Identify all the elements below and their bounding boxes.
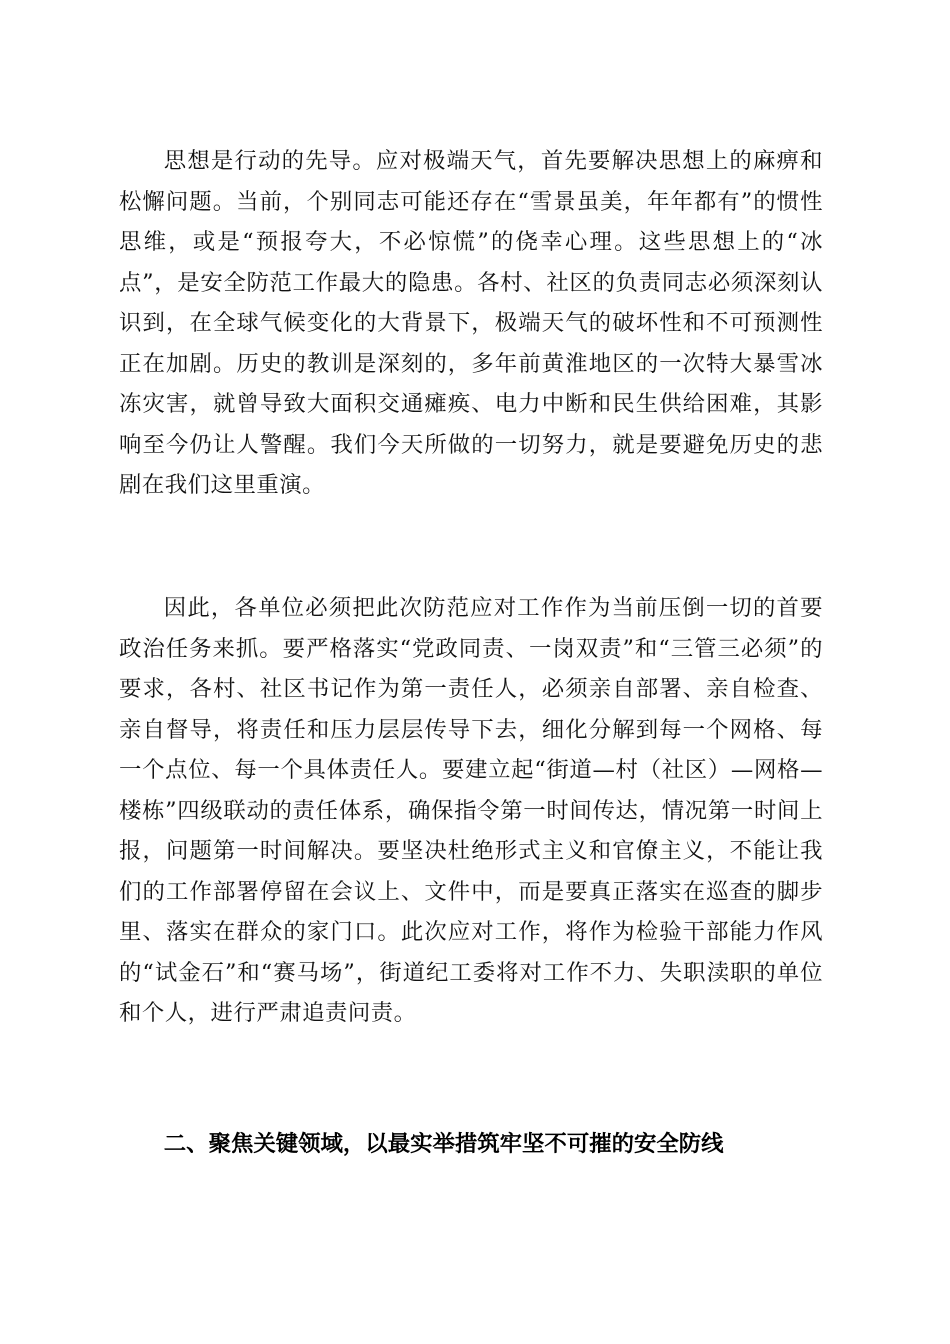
paragraph-block-2 xyxy=(119,588,823,1034)
section-heading: 二、聚焦关键领域，以最实举措筑牢坚不可摧的安全防线 xyxy=(163,1131,724,1157)
paragraph-block-1 xyxy=(119,141,823,506)
body-paragraph: 思想是行动的先导。应对极端天气，首先要解决思想上的麻痹和松懈问题。当前，个别同志可能还存在“雪景虽美，年年都有”的惯性思维，或是“预报夸大，不必惊慌”的侥幸心理。这些思想上的“冰点”，是安全防范工作最大的隐患。各村、社区的负责同志必须深刻认识到，在全球气候变化的大背景下，极端天气的破坏性和不可预测性正在加剧。历史的教训是深刻的，多年前黄淮地区的一次特大暴雪冰冻灾害，就曾导致大面积交通瘫痪、电力中断和民生供给困难，其影响至今仍让人警醒。我们今天所做的一切努力，就是要避免历史的悲剧在我们这里重演。 xyxy=(119,148,823,498)
body-paragraph: 因此，各单位必须把此次防范应对工作作为当前压倒一切的首要政治任务来抓。要严格落实“党政同责、一岗双责”和“三管三必须”的要求，各村、社区书记作为第一责任人，必须亲自部署、亲自检查、亲自督导，将责任和压力层层传导下去，细化分解到每一个网格、每一个点位、每一个具体责任人。要建立起“街道—村（社区）—网格—楼栋”四级联动的责任体系，确保指令第一时间传达，情况第一时间上报，问题第一时间解决。要坚决杜绝形式主义和官僚主义，不能让我们的工作部署停留在会议上、文件中，而是要真正落实在巡查的脚步里、落实在群众的家门口。此次应对工作，将作为检验干部能力作风的“试金石”和“赛马场”，街道纪工委将对工作不力、失职渎职的单位和个人，进行严肃追责问责。 xyxy=(119,595,823,1026)
